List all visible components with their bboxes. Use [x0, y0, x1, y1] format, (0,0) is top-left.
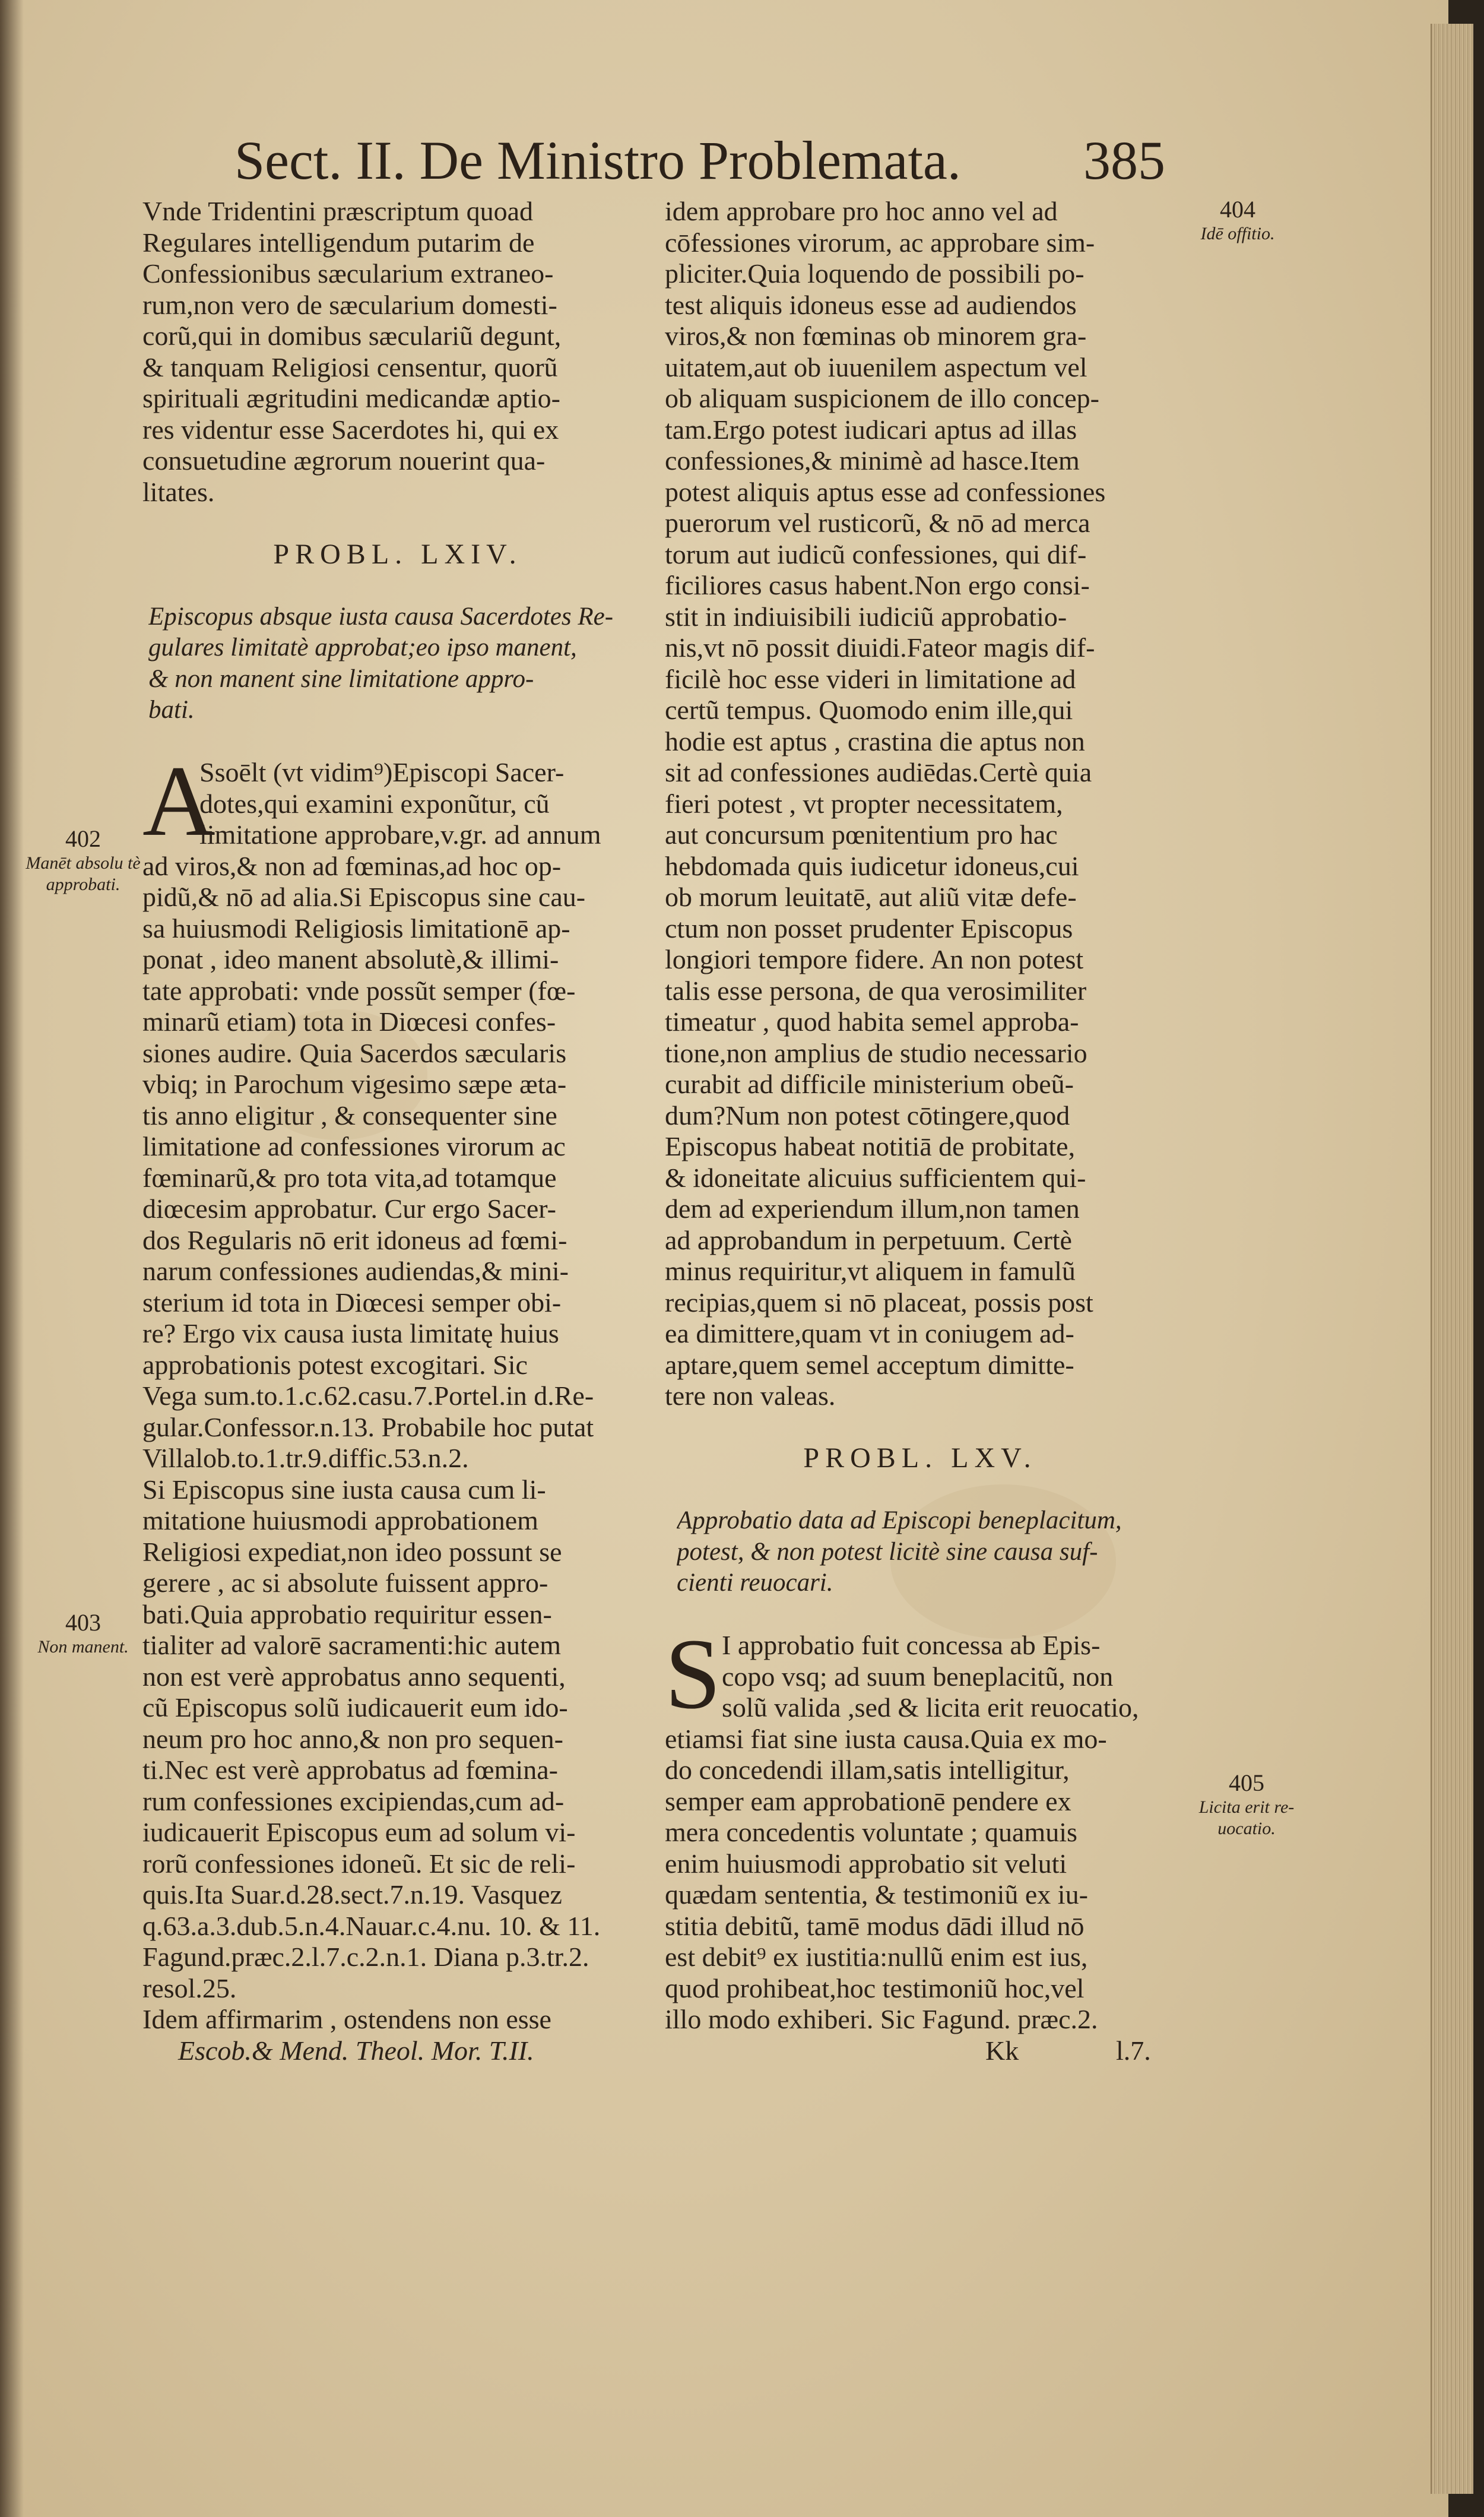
- text-line: tialiter ad valorē sacramenti:hic autem: [142, 1630, 562, 1660]
- text-line: siones audire. Quia Sacerdos sæcularis: [142, 1037, 567, 1068]
- text-line: & idoneitate alicuius sufficientem qui-: [665, 1162, 1086, 1193]
- text-line: potest aliquis aptus esse ad confessiones: [665, 476, 1106, 507]
- text-line: torum aut iudicũ confessiones, qui dif-: [665, 539, 1087, 569]
- footer-book-title: Escob.& Mend. Theol. Mor. T.II.: [178, 2035, 534, 2066]
- summary-line: bati.: [148, 696, 195, 724]
- text-line: dem ad experiendum illum,non tamen: [665, 1193, 1080, 1224]
- text-line: ti.Nec est verè approbatus ad fœmina-: [142, 1755, 558, 1785]
- text-line: etiamsi fiat sine iusta causa.Quia ex mo-: [665, 1723, 1107, 1754]
- text-line: Ssoēlt (vt vidim⁹)Episcopi Sacer-: [199, 757, 565, 787]
- text-line: viros,& non fœminas ob minorem gra-: [665, 321, 1087, 351]
- text-line: q.63.a.3.dub.5.n.4.Nauar.c.4.nu. 10. & 11.: [142, 1910, 601, 1941]
- spacer: [665, 1412, 1175, 1443]
- text-line: puerorum vel rusticorũ, & nō ad merca: [665, 508, 1090, 538]
- text-line: resol.25.: [142, 1973, 237, 2003]
- margin-note-number: 403: [65, 1609, 101, 1636]
- left-column: [142, 196, 653, 2066]
- text-line: gerere , ac si absolute fuissent appro-: [142, 1568, 548, 1598]
- dropcap-lines: [665, 1630, 1175, 1692]
- margin-note-404: [1193, 196, 1282, 245]
- summary-line: & non manent sine limitatione appro-: [148, 664, 534, 693]
- text-line: quod prohibeat,hoc testimoniũ hoc,vel: [665, 1973, 1085, 2003]
- text-line: copo vsq; ad suum beneplacitũ, non: [722, 1661, 1114, 1692]
- text-line: cũ Episcopus solũ iudicauerit eum ido-: [142, 1692, 568, 1723]
- text-line: longiori tempore fidere. An non potest: [665, 944, 1084, 974]
- dropcap-lines: [142, 757, 653, 819]
- text-line: pidũ,& nō ad alia.Si Episcopus sine cau-: [142, 882, 586, 912]
- text-line: dum?Num non potest cōtingere,quod: [665, 1100, 1070, 1131]
- gutter-shadow: [0, 0, 24, 2517]
- margin-note-text: Non manent.: [37, 1637, 129, 1657]
- text-line: vbiq; in Parochum vigesimo sæpe æta-: [142, 1069, 567, 1099]
- text-line: limitatione approbare,v.gr. ad annum: [199, 819, 601, 850]
- text-line: ficiliores casus habent.Non ergo consi-: [665, 570, 1090, 600]
- page-number: 385: [1083, 130, 1165, 191]
- problem-summary-64: [142, 601, 653, 726]
- running-header: [234, 128, 1184, 193]
- text-line: nis,vt nō possit diuidi.Fateor magis dif-: [665, 632, 1095, 663]
- text-line: aptare,quem semel acceptum dimitte-: [665, 1349, 1074, 1380]
- text-line: sa huiusmodi Religiosis limitationē ap-: [142, 913, 570, 944]
- text-line: iudicauerit Episcopus eum ad solum vi-: [142, 1817, 576, 1847]
- text-line: rum confessiones excipiendas,cum ad-: [142, 1785, 565, 1816]
- problem-heading-65: PROBL. LXV.: [803, 1443, 1037, 1474]
- text-line: illo modo exhiberi. Sic Fagund. præc.2.: [665, 2004, 1098, 2034]
- header-title: Sect. II. De Ministro Problemata.: [234, 130, 961, 191]
- summary-line: gulares limitatè approbat;eo ipso manent,: [148, 634, 577, 661]
- text-line: recipias,quem si nō placeat, possis post: [665, 1287, 1093, 1318]
- text-line: uitatem,aut ob iuuenilem aspectum vel: [665, 352, 1087, 382]
- dropcap-letter: A: [142, 745, 215, 857]
- problem-heading-64: PROBL. LXIV.: [273, 539, 522, 570]
- spacer: [142, 726, 653, 758]
- right-column: [665, 196, 1175, 2066]
- text-line: bati.Quia approbatio requiritur essen-: [142, 1598, 552, 1629]
- text-line: solũ valida ,sed & licita erit reuocatio,: [722, 1692, 1139, 1723]
- text-line: diœcesim approbatur. Cur ergo Sacer-: [142, 1193, 556, 1224]
- text-line: Religiosi expediat,non ideo possunt se: [142, 1536, 562, 1567]
- text-line: narum confessiones audiendas,& mini-: [142, 1256, 569, 1286]
- text-line: timeatur , quod habita semel approba-: [665, 1006, 1079, 1037]
- text-line: limitatione ad confessiones virorum ac: [142, 1131, 566, 1161]
- text-line: mitatione huiusmodi approbationem: [142, 1505, 538, 1535]
- text-line: litates.: [142, 476, 215, 507]
- text-line: Villalob.to.1.tr.9.diffic.53.n.2.: [142, 1443, 469, 1473]
- text-line: minarũ etiam) tota in Diœcesi confes-: [142, 1006, 556, 1037]
- text-line: Fagund.præc.2.l.7.c.2.n.1. Diana p.3.tr.2.: [142, 1942, 589, 1972]
- text-line: enim huiusmodi approbatio sit veluti: [665, 1848, 1067, 1879]
- problem-summary-65: [665, 1505, 1175, 1599]
- text-line: gular.Confessor.n.13. Probabile hoc putat: [142, 1411, 594, 1442]
- right-body-text: [665, 1692, 1175, 2035]
- text-line: pliciter.Quia loquendo de possibili po-: [665, 258, 1085, 289]
- text-line: curabit ad difficile ministerium obeũ-: [665, 1069, 1074, 1099]
- text-line: Vega sum.to.1.c.62.casu.7.Portel.in d.Re-: [142, 1381, 594, 1411]
- text-line: spirituali ægritudini medicandæ aptio-: [142, 383, 560, 413]
- text-line: est debit⁹ ex iustitia:nullũ enim est ius,: [665, 1942, 1088, 1972]
- text-line: fieri potest , vt propter necessitatem,: [665, 788, 1063, 819]
- text-line: fœminarũ,& pro tota vita,ad totamque: [142, 1162, 557, 1193]
- text-line: quis.Ita Suar.d.28.sect.7.n.19. Vasquez: [142, 1879, 562, 1910]
- text-line: corũ,qui in domibus sæculariũ degunt,: [142, 321, 562, 351]
- text-line: consuetudine ægrorum nouerint qua-: [142, 445, 546, 476]
- text-line: & tanquam Religiosi censentur, quorũ: [142, 352, 558, 382]
- margin-note-402: [24, 825, 142, 895]
- text-line: tis anno eligitur , & consequenter sine: [142, 1100, 557, 1131]
- margin-note-405: [1193, 1769, 1300, 1840]
- summary-line: Episcopus absque iusta causa Sacerdotes Re-: [148, 602, 614, 631]
- summary-line: cienti reuocari.: [677, 1569, 833, 1597]
- text-line: do concedendi illam,satis intelligitur,: [665, 1755, 1070, 1785]
- text-line: neum pro hoc anno,& non pro sequen-: [142, 1723, 564, 1754]
- text-line: Idem affirmarim , ostendens non esse: [142, 2004, 551, 2034]
- text-line: stitia debitũ, tamē modus dādi illud nō: [665, 1910, 1085, 1941]
- text-line: talis esse persona, de qua verosimiliter: [665, 975, 1087, 1006]
- text-line: sterium id tota in Diœcesi semper obi-: [142, 1287, 562, 1318]
- text-line: stit in indiuisibili iudiciũ approbatio-: [665, 601, 1067, 632]
- text-line: semper eam approbationē pendere ex: [665, 1785, 1071, 1816]
- text-line: hodie est aptus , crastina die aptus non: [665, 726, 1085, 756]
- text-line: ob aliquam suspicionem de illo concep-: [665, 383, 1099, 413]
- text-line: I approbatio fuit concessa ab Epis-: [722, 1630, 1101, 1660]
- text-line: tam.Ergo potest iudicari aptus ad illas: [665, 414, 1077, 445]
- spacer: [142, 570, 653, 601]
- text-line: res videntur esse Sacerdotes hi, qui ex: [142, 414, 559, 445]
- text-line: tate approbati: vnde possũt semper (fœ-: [142, 975, 576, 1006]
- text-line: quædam sententia, & testimoniũ ex iu-: [665, 1879, 1088, 1910]
- text-line: ficilè hoc esse videri in limitatione ad: [665, 663, 1076, 694]
- text-line: non est verè approbatus anno sequenti,: [142, 1661, 566, 1692]
- text-line: rorũ confessiones idoneũ. Et sic de reli-: [142, 1848, 576, 1879]
- page-stack-edge: [1431, 24, 1473, 2494]
- text-line: tione,non amplius de studio necessario: [665, 1037, 1087, 1068]
- text-line: certũ tempus. Quomodo enim ille,qui: [665, 695, 1073, 725]
- text-line: hebdomada quis iudicetur idoneus,cui: [665, 850, 1079, 881]
- spacer: [665, 1599, 1175, 1630]
- text-line: ea dimittere,quam vt in coniugem ad-: [665, 1318, 1074, 1348]
- text-line: re? Ergo vix causa iusta limitatę huius: [142, 1318, 559, 1348]
- text-line: ad approbandum in perpetuum. Certè: [665, 1224, 1072, 1255]
- text-line: Episcopus habeat notitiā de probitate,: [665, 1131, 1076, 1161]
- text-line: Si Episcopus sine iusta causa cum li-: [142, 1474, 546, 1505]
- left-opening-paragraph: [142, 196, 653, 508]
- text-line: dos Regularis nō erit idoneus ad fœmi-: [142, 1224, 567, 1255]
- text-line: sit ad confessiones audiēdas.Certè quia: [665, 757, 1092, 787]
- text-line: cōfessiones virorum, ac approbare sim-: [665, 227, 1095, 258]
- summary-line: Approbatio data ad Episcopi beneplacitum,: [677, 1506, 1122, 1534]
- left-body-text: [142, 819, 653, 2035]
- text-line: ad viros,& non ad fœminas,ad hoc op-: [142, 850, 562, 881]
- text-line: tere non valeas.: [665, 1381, 836, 1411]
- dropcap-letter: S: [665, 1618, 721, 1730]
- right-opening-paragraph: [665, 196, 1175, 1412]
- margin-note-text: Licita erit re- uocatio.: [1198, 1797, 1295, 1838]
- summary-line: potest, & non potest licitè sine causa suf-: [677, 1537, 1098, 1566]
- signature-mark: Kk: [985, 2035, 1019, 2066]
- text-line: ponat , ideo manent absolutè,& illimi-: [142, 944, 559, 974]
- text-line: ctum non posset prudenter Episcopus: [665, 913, 1073, 944]
- text-line: approbationis potest excogitari. Sic: [142, 1349, 528, 1380]
- margin-note-number: 402: [65, 825, 101, 852]
- spacer: [665, 1474, 1175, 1506]
- signature-line: [665, 2035, 1175, 2067]
- text-line: minus requiritur,vt aliquem in famulũ: [665, 1256, 1076, 1286]
- text-line: confessiones,& minimè ad hasce.Item: [665, 445, 1080, 476]
- text-line: Confessionibus sæcularium extraneo-: [142, 258, 554, 289]
- text-line: ob morum leuitatē, aut aliũ vitæ defe-: [665, 882, 1077, 912]
- text-line: dotes,qui examini exponũtur, cũ: [199, 788, 550, 819]
- margin-note-text: Idē offitio.: [1200, 224, 1275, 243]
- text-line: idem approbare pro hoc anno vel ad: [665, 196, 1058, 226]
- margin-note-text: Manēt absolu tè approbati.: [26, 853, 141, 894]
- margin-note-403: [24, 1609, 142, 1658]
- margin-note-number: 404: [1220, 196, 1255, 223]
- text-line: Regulares intelligendum putarim de: [142, 227, 535, 258]
- text-line: rum,non vero de sæcularium domesti-: [142, 289, 557, 320]
- spacer: [142, 508, 653, 539]
- catchword: l.7.: [1116, 2035, 1151, 2066]
- text-line: aut concursum pœnitentium pro hac: [665, 819, 1058, 850]
- text-line: test aliquis idoneus esse ad audiendos: [665, 289, 1077, 320]
- margin-note-number: 405: [1229, 1769, 1264, 1796]
- text-line: mera concedentis voluntate ; quamuis: [665, 1817, 1077, 1847]
- text-line: Vnde Tridentini præscriptum quoad: [142, 196, 534, 226]
